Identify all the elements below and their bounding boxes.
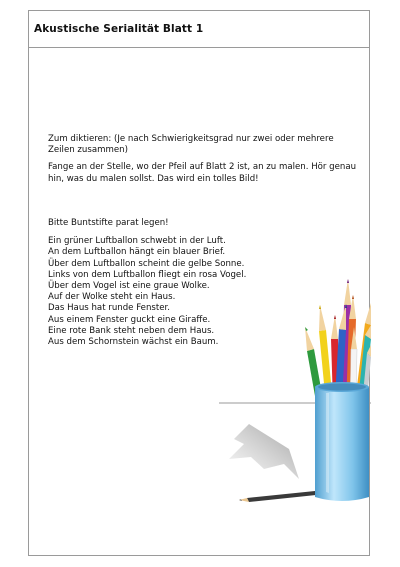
sentence-item: Über dem Vogel ist eine graue Wolke.	[48, 281, 210, 292]
intro-text	[48, 134, 358, 191]
sentence-item: Aus einem Fenster guckt eine Giraffe.	[48, 314, 211, 325]
intro-paragraph: Fange an der Stelle, wo der Pfeil auf Blatt 2 ist, an zu malen. Hör genau hin, was du malen sollst. Das wird ein tolles Bild!	[48, 162, 357, 184]
sentence-item: Aus dem Schornstein wächst ein Baum.	[48, 337, 219, 348]
shadow-shape	[229, 424, 299, 479]
sentence-item: Auf der Wolke steht ein Haus.	[48, 292, 176, 303]
sentence-item: Ein grüner Luftballon schwebt in der Luft.	[48, 236, 226, 247]
worksheet-page	[28, 10, 370, 556]
sentence-item: Über dem Luftballon scheint die gelbe Sonne.	[48, 258, 245, 269]
worksheet-header	[29, 11, 369, 48]
pencil-cup	[315, 382, 369, 501]
lead-line: Bitte Buntstifte parat legen!	[48, 218, 169, 228]
lying-pencil	[239, 491, 316, 502]
worksheet-title: Akustische Serialität Blatt 1	[34, 23, 204, 35]
sentence-item: Das Haus hat runde Fenster.	[48, 303, 171, 314]
sentence-item: An dem Luftballon hängt ein blauer Brief.	[48, 247, 226, 258]
pencil-cup-icon	[189, 269, 371, 509]
sentence-item: Links von dem Luftballon fliegt ein rosa Vogel.	[48, 269, 247, 280]
intro-paragraph: Zum diktieren: (Je nach Schwierigkeitsgrad nur zwei oder mehrere Zeilen zusammen)	[48, 134, 334, 156]
sentence-item: Eine rote Bank steht neben dem Haus.	[48, 325, 215, 336]
